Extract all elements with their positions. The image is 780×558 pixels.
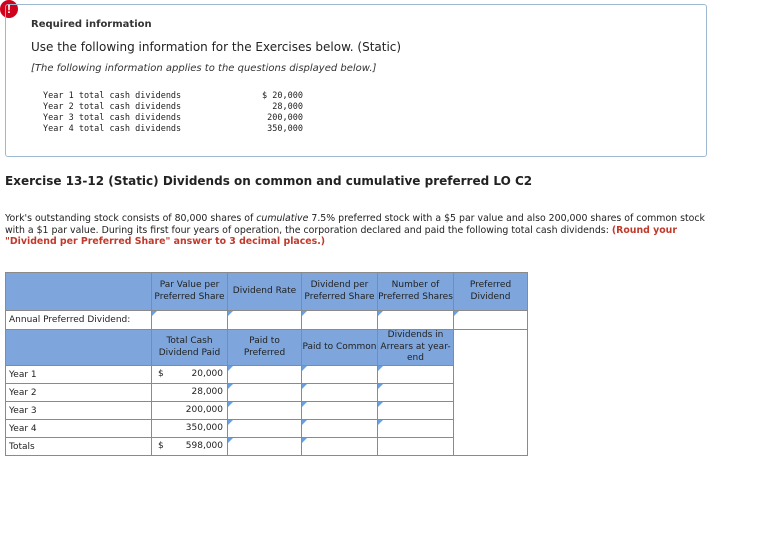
arrears-input[interactable]: [378, 420, 454, 438]
header2-right-blank: [454, 330, 528, 456]
amount-value: 350,000: [185, 423, 223, 433]
dividend-value: 350,000: [267, 124, 303, 134]
table-row: [6, 366, 528, 384]
dividend-label: Year 4 total cash dividends: [43, 124, 182, 134]
problem-text-italic: cumulative: [256, 213, 309, 224]
row-label: Year 2: [6, 384, 152, 402]
header-dividends-in-arrears: Dividends in Arrears at year-end: [378, 330, 454, 366]
dividend-row: [43, 102, 303, 113]
table-row: [6, 384, 528, 402]
annual-preferred-dividend-label: Annual Preferred Dividend:: [6, 311, 152, 330]
total-cash-dividend-total: [152, 438, 228, 456]
paid-to-common-total-input[interactable]: [302, 438, 378, 456]
preferred-dividend-input[interactable]: [454, 311, 528, 330]
amount-value: 200,000: [185, 405, 223, 415]
amount-value: 598,000: [185, 441, 223, 451]
exercise-title: Exercise 13-12 (Static) Dividends on common and cumulative preferred LO C2: [5, 174, 533, 188]
arrears-total-blank: [378, 438, 454, 456]
paid-to-common-input[interactable]: [302, 402, 378, 420]
currency-symbol: $: [158, 441, 164, 451]
table-row: [6, 420, 528, 438]
required-info-title: Required information: [31, 19, 152, 30]
required-info-subtitle: Use the following information for the Exercises below. (Static): [31, 40, 402, 54]
arrears-input[interactable]: [378, 402, 454, 420]
header-dividend-rate: Dividend Rate: [228, 273, 302, 311]
dividend-value: $ 20,000: [262, 91, 303, 101]
header-preferred-dividend: Preferred Dividend: [454, 273, 528, 311]
dividends-list: [43, 91, 303, 135]
par-value-input[interactable]: [152, 311, 228, 330]
header-par-value: Par Value per Preferred Share: [152, 273, 228, 311]
dividend-value: 200,000: [267, 113, 303, 123]
dividend-per-share-input[interactable]: [302, 311, 378, 330]
dividend-row: [43, 124, 303, 135]
header-number-of-shares: Number of Preferred Shares: [378, 273, 454, 311]
row-label: Year 3: [6, 402, 152, 420]
dividend-rate-input[interactable]: [228, 311, 302, 330]
arrears-input[interactable]: [378, 384, 454, 402]
total-cash-dividend-cell: [152, 366, 228, 384]
paid-to-preferred-input[interactable]: [228, 384, 302, 402]
required-info-note: [The following information applies to the questions displayed below.]: [31, 63, 377, 74]
table-row: [6, 402, 528, 420]
paid-to-preferred-total-input[interactable]: [228, 438, 302, 456]
alert-icon: !: [0, 0, 18, 18]
dividend-row: [43, 91, 303, 102]
dividend-value: 28,000: [272, 102, 303, 112]
problem-text-1: York's outstanding stock consists of 80,000 shares of: [5, 213, 257, 224]
header-total-cash-dividend: Total Cash Dividend Paid: [152, 330, 228, 366]
paid-to-preferred-input[interactable]: [228, 420, 302, 438]
totals-label: Totals: [6, 438, 152, 456]
problem-text-2: 7.5% preferred stock with a $5 par value and also 200,000 shares of common stock with a $1 par value. During its first four years of operation, the corporation declared and paid the following total cash dividends:: [5, 213, 705, 236]
header-paid-to-common: Paid to Common: [302, 330, 378, 366]
total-cash-dividend-cell: [152, 420, 228, 438]
dividend-table: [5, 272, 528, 456]
problem-text: [5, 213, 710, 248]
header2-blank: [6, 330, 152, 366]
dividend-label: Year 2 total cash dividends: [43, 102, 182, 112]
paid-to-preferred-input[interactable]: [228, 366, 302, 384]
totals-row: [6, 438, 528, 456]
row-label: Year 1: [6, 366, 152, 384]
row-label: Year 4: [6, 420, 152, 438]
amount-value: 28,000: [191, 387, 223, 397]
arrears-input[interactable]: [378, 366, 454, 384]
paid-to-common-input[interactable]: [302, 384, 378, 402]
number-of-shares-input[interactable]: [378, 311, 454, 330]
paid-to-preferred-input[interactable]: [228, 402, 302, 420]
header-paid-to-preferred: Paid to Preferred: [228, 330, 302, 366]
paid-to-common-input[interactable]: [302, 366, 378, 384]
amount-value: 20,000: [191, 369, 223, 379]
total-cash-dividend-cell: [152, 402, 228, 420]
header-blank: [6, 273, 152, 311]
header-dividend-per-share: Dividend per Preferred Share: [302, 273, 378, 311]
dividend-label: Year 3 total cash dividends: [43, 113, 182, 123]
currency-symbol: $: [158, 369, 164, 379]
total-cash-dividend-cell: [152, 384, 228, 402]
rounding-instruction: (Round your "Dividend per Preferred Share" answer to 3 decimal places.): [5, 224, 677, 247]
dividend-row: [43, 113, 303, 124]
paid-to-common-input[interactable]: [302, 420, 378, 438]
dividend-label: Year 1 total cash dividends: [43, 91, 182, 101]
